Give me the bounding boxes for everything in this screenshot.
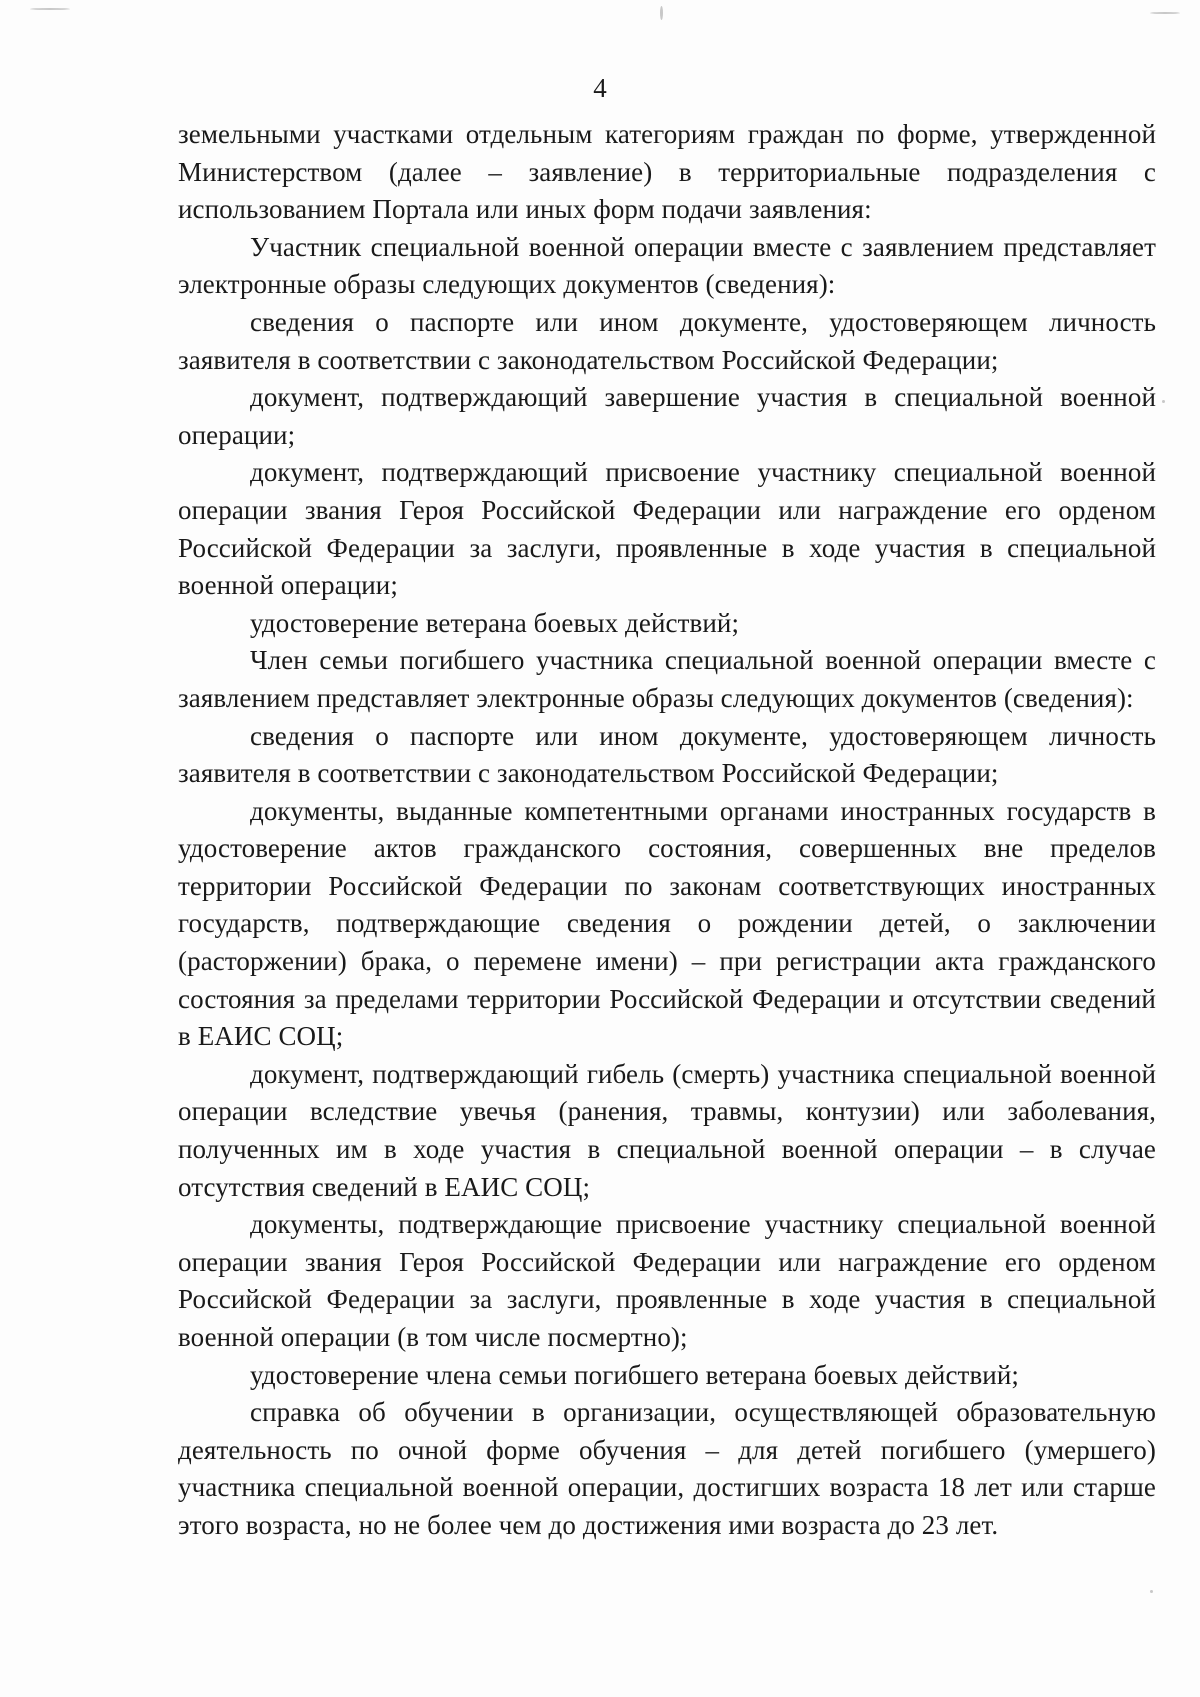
paragraph: документы, подтверждающие присвоение участнику специальной военной операции звания Героя Российской Федерации или награждение его орденом Российской Федерации за заслуги, проявленные в ходе участия в специальной военной операции (в том числе посмертно); (178, 1209, 1156, 1352)
paragraph: Участник специальной военной операции вместе с заявлением представляет электронные образы следующих документов (сведения): (178, 231, 1156, 300)
document-body (178, 116, 1156, 1545)
paragraph: документ, подтверждающий гибель (смерть) участника специальной военной операции вследствие увечья (ранения, травмы, контузии) или заболевания, полученных им в ходе участия в специальной военной операции – в случае отсутствия сведений в ЕАИС СОЦ; (178, 1058, 1156, 1202)
paragraph-continuation: земельными участками отдельным категориям граждан по форме, утвержденной Министерством (далее – заявление) в территориальные подразделения с использованием Портала или иных форм подачи заявления: (178, 119, 1156, 225)
scan-speck (660, 6, 663, 20)
paragraph: сведения о паспорте или ином документе, удостоверяющем личность заявителя в соответствии с законодательством Российской Федерации; (178, 720, 1156, 789)
paragraph: документ, подтверждающий присвоение участнику специальной военной операции звания Героя Российской Федерации или награждение его орденом Российской Федерации за заслуги, проявленные в ходе участия в специальной военной операции; (178, 457, 1156, 601)
paragraph: документы, выданные компетентными органами иностранных государств в удостоверение актов гражданского состояния, совершенных вне пределов территории Российской Федерации по законам соответствующих иностранных государств, подтверждающие сведения о рождении детей, о заключении (расторжении) брака, о перемене имени) – при регистрации акта гражданского состояния за пределами территории Российской Федерации и отсутствии сведений в ЕАИС СОЦ; (178, 795, 1156, 1052)
page-number: 4 (593, 73, 607, 103)
paragraph: удостоверение ветерана боевых действий; (250, 607, 740, 638)
paragraph: удостоверение члена семьи погибшего ветерана боевых действий; (250, 1359, 1019, 1390)
paragraph: Член семьи погибшего участника специальной военной операции вместе с заявлением представляет электронные образы следующих документов (сведения): (178, 645, 1156, 713)
paragraph: справка об обучении в организации, осуществляющей образовательную деятельность по очной форме обучения – для детей погибшего (умершего) участника специальной военной операции, достигших возраста 18 лет или старше этого возраста, но не более чем до достижения ими возраста до 23 лет. (178, 1397, 1156, 1540)
paragraph: сведения о паспорте или ином документе, удостоверяющем личность заявителя в соответствии с законодательством Российской Федерации; (178, 306, 1156, 375)
scan-speck (1150, 1590, 1153, 1593)
scan-speck (1162, 400, 1165, 403)
scan-speck (1150, 12, 1180, 14)
paragraph: документ, подтверждающий завершение участия в специальной военной операции; (178, 382, 1156, 450)
scan-speck (30, 8, 70, 10)
